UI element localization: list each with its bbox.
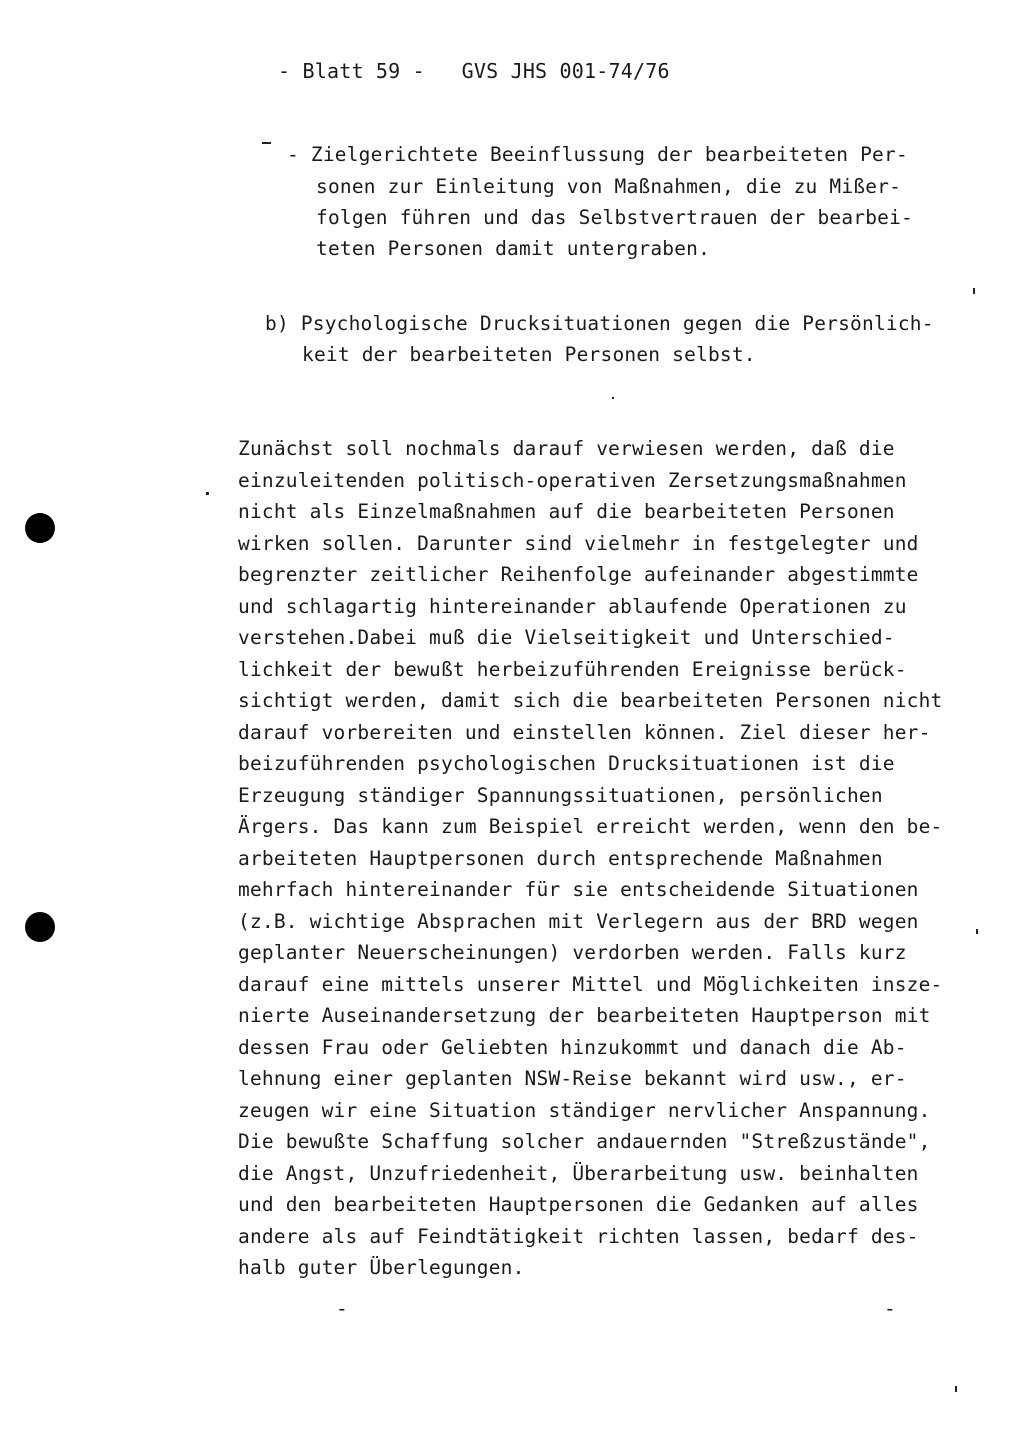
- paragraph-line: zeugen wir eine Situation ständiger nervlicher Anspannung.: [238, 1098, 931, 1122]
- paragraph-line: Erzeugung ständiger Spannungssituationen, persönlichen: [238, 783, 883, 807]
- paragraph-line: darauf vorbereiten und einstellen können. Ziel dieser her-: [238, 720, 931, 744]
- punch-hole: [25, 912, 55, 942]
- paragraph-line: halb guter Überlegungen.: [238, 1256, 525, 1279]
- paragraph-line: und den bearbeiteten Hauptpersonen die Gedanken auf alles: [238, 1193, 919, 1216]
- paragraph-line: Zunächst soll nochmals darauf verwiesen werden, daß die: [238, 437, 895, 460]
- paragraph-line: die Angst, Unzufriedenheit, Überarbeitung usw. beinhalten: [238, 1161, 919, 1185]
- bullet-line: folgen führen und das Selbstvertrauen der bearbei-: [316, 206, 913, 229]
- speck-mark: [955, 1386, 957, 1392]
- paragraph-line: lichkeit der bewußt herbeizuführenden Ereignisse berück-: [238, 657, 907, 681]
- bullet-line: sonen zur Einleitung von Maßnahmen, die zu Mißer-: [316, 175, 902, 198]
- paragraph-line: beizuführenden psychologischen Drucksituationen ist die: [238, 752, 895, 775]
- paragraph-line: nierte Auseinandersetzung der bearbeiteten Hauptperson mit: [238, 1004, 931, 1027]
- bullet-line: teten Personen damit untergraben.: [316, 237, 711, 260]
- paragraph-line: (z.B. wichtige Absprachen mit Verlegern aus der BRD wegen: [238, 909, 919, 933]
- section-b-line: keit der bearbeiteten Personen selbst.: [302, 343, 756, 366]
- paragraph-line: und schlagartig hintereinander ablaufende Operationen zu: [238, 594, 907, 618]
- speck-mark: [612, 397, 614, 399]
- paragraph-line: mehrfach hintereinander für sie entscheidende Situationen: [238, 878, 919, 901]
- footer-left-mark: -: [336, 1297, 348, 1320]
- paragraph-line: nicht als Einzelmaßnahmen auf die bearbeiteten Personen: [238, 500, 895, 523]
- paragraph-line: dessen Frau oder Geliebten hinzukommt und danach die Ab-: [238, 1035, 907, 1059]
- paragraph-line: begrenzter zeitlicher Reihenfolge aufeinander abgestimmte: [238, 563, 919, 586]
- paragraph-line: Ärgers. Das kann zum Beispiel erreicht werden, wenn den be-: [238, 815, 943, 838]
- stray-dash-mark: [262, 142, 271, 144]
- paragraph-line: einzuleitenden politisch-operativen Zersetzungsmaßnahmen: [238, 468, 907, 492]
- section-b-line: b) Psychologische Drucksituationen gegen die Persönlich-: [265, 312, 934, 335]
- bullet-line: - Zielgerichtete Beeinflussung der bearbeiteten Per-: [287, 143, 908, 166]
- punch-hole: [25, 513, 55, 543]
- paragraph-line: darauf eine mittels unserer Mittel und Möglichkeiten insze-: [238, 972, 943, 996]
- paragraph-line: wirken sollen. Darunter sind vielmehr in festgelegter und: [238, 531, 919, 555]
- paragraph-line: verstehen.Dabei muß die Vielseitigkeit und Unterschied-: [238, 626, 895, 649]
- paragraph-line: geplanter Neuerscheinungen) verdorben werden. Falls kurz: [238, 941, 907, 964]
- speck-mark: [976, 929, 978, 934]
- page-header: - Blatt 59 - GVS JHS 001-74/76: [278, 59, 670, 83]
- paragraph-line: lehnung einer geplanten NSW-Reise bekannt wird usw., er-: [238, 1067, 907, 1090]
- footer-right-mark: -: [884, 1297, 896, 1320]
- speck-mark: [973, 288, 975, 294]
- paragraph-line: andere als auf Feindtätigkeit richten lassen, bedarf des-: [238, 1224, 919, 1248]
- speck-mark: [206, 492, 209, 495]
- paragraph-line: Die bewußte Schaffung solcher andauernden "Streßzustände",: [238, 1130, 931, 1153]
- paragraph-line: arbeiteten Hauptpersonen durch entsprechende Maßnahmen: [238, 846, 883, 870]
- paragraph-line: sichtigt werden, damit sich die bearbeiteten Personen nicht: [238, 689, 943, 712]
